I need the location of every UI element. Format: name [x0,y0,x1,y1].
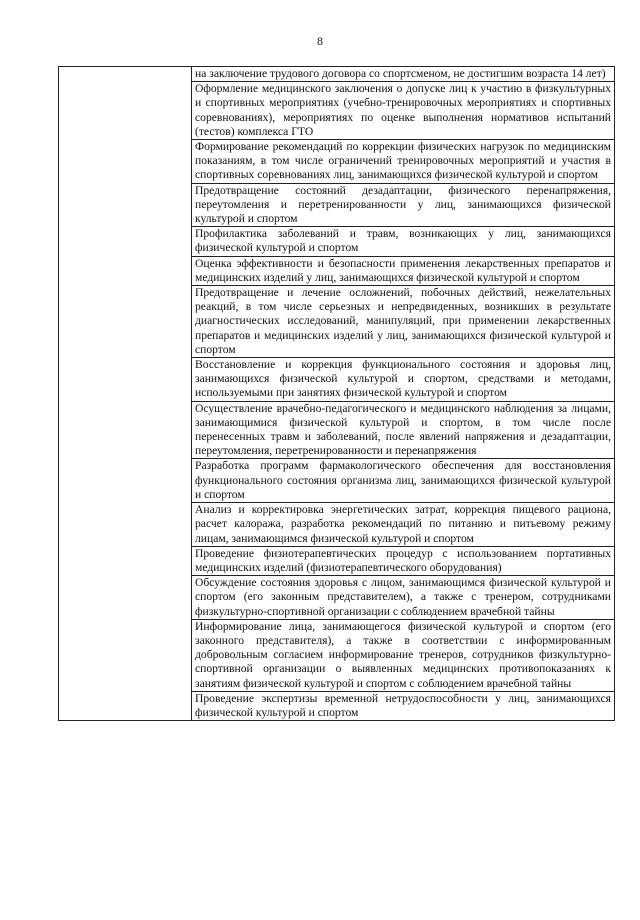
table-cell: Оформление медицинского заключения о допуске лиц к участию в физкультурных и спортивных мероприятиях (учебно-тренировочных мероприятиях и спортивных соревнованиях), мероприятиях по оценке выполнения нормативов испытаний (тестов) комплекса ГТО [192,82,615,140]
table-cell: Предотвращение и лечение осложнений, побочных действий, нежелательных реакций, в том числе серьезных и непредвиденных, возникших в результате диагностических исследований, манипуляций, при применении лекарственных препаратов и медицинских изделий у лиц, занимающихся физической культурой и спортом [192,286,615,358]
table-body [59,67,615,721]
table-row [59,67,615,82]
table-cell: Разработка программ фармакологического обеспечения для восстановления функционального состояния организма лиц, занимающихся физической культурой и спортом [192,459,615,503]
left-cell [59,67,192,721]
table-cell: Восстановление и коррекция функционального состояния и здоровья лиц, занимающихся физической культурой и спортом, средствами и методами, используемыми при занятиях физической культурой и спортом [192,358,615,402]
table-cell: Обсуждение состояния здоровья с лицом, занимающимся физической культурой и спортом (его законным представителем), а также с тренером, сотрудниками физкультурно-спортивной организации с соблюдением врачебной тайны [192,576,615,620]
table-cell: Анализ и корректировка энергетических затрат, коррекция пищевого рациона, расчет калоража, разработка рекомендаций по питанию и питьевому режиму лицам, занимающимся физической культурой и спортом [192,503,615,547]
table-cell: Проведение экспертизы временной нетрудоспособности у лиц, занимающихся физической культурой и спортом [192,691,615,720]
page-number: 8 [317,34,323,48]
functions-table [58,66,615,721]
table-cell: Предотвращение состояний дезадаптации, физического перенапряжения, переутомления и перетренированности у лиц, занимающихся физической культурой и спортом [192,183,615,227]
table-cell: Осуществление врачебно-педагогического и медицинского наблюдения за лицами, занимающимися физической культурой и спортом, в том числе после перенесенных травм и заболеваний, после явлений напряжения и дезадаптации, переутомления, перетренированности и перенапряжения [192,401,615,459]
table-cell: Профилактика заболеваний и травм, возникающих у лиц, занимающихся физической культурой и спортом [192,227,615,256]
table-cell: Информирование лица, занимающегося физической культурой и спортом (его законного представителя), а также в соответствии с информированным добровольным согласием информирование тренеров, сотрудников физкультурно-спортивной организации о выявленных медицинских противопоказаниях к занятиям физической культурой и спортом с соблюдением врачебной тайны [192,619,615,691]
table-cell: Проведение физиотерапевтических процедур с использованием портативных медицинских изделий (физиотерапевтического оборудования) [192,546,615,575]
table-cell: на заключение трудового договора со спортсменом, не достигшим возраста 14 лет) [192,67,615,82]
table-cell: Оценка эффективности и безопасности применения лекарственных препаратов и медицинских изделий у лиц, занимающихся физической культурой и спортом [192,256,615,285]
table-cell: Формирование рекомендаций по коррекции физических нагрузок по медицинским показаниям, в том числе ограничений тренировочных мероприятий и участия в спортивных соревнованиях лиц, занимающихся физической культурой и спортом [192,140,615,184]
